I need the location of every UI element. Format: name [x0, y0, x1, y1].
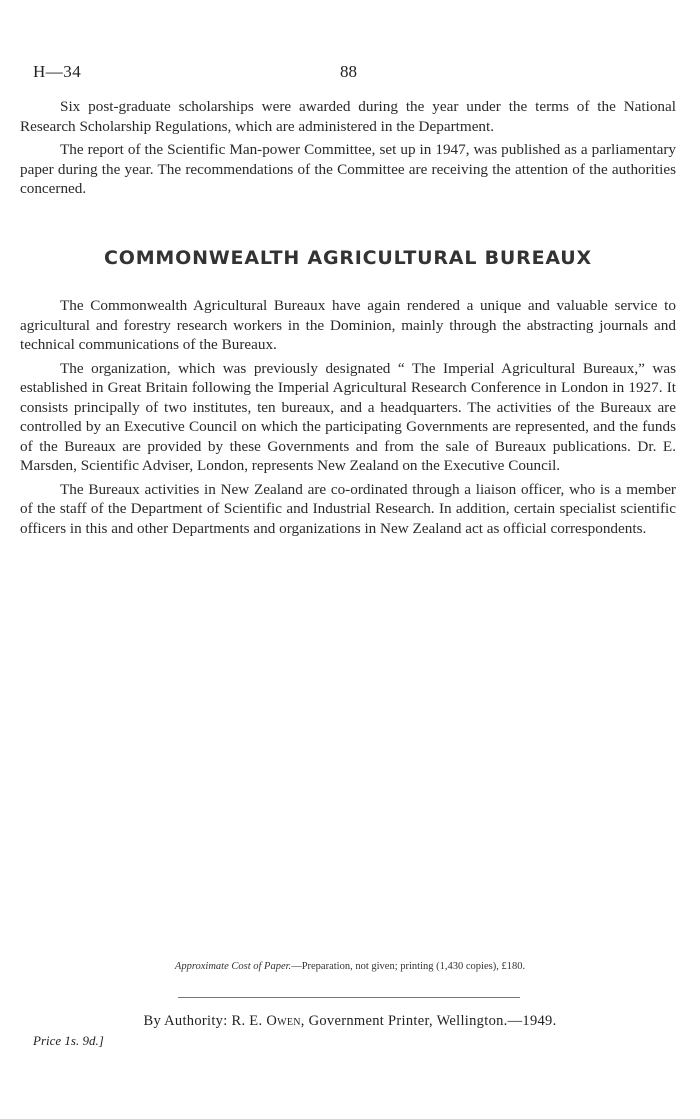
- cost-label: Approximate Cost of Paper.: [174, 961, 292, 972]
- cost-of-paper-note: [0, 961, 700, 972]
- intro-text-block: [20, 97, 676, 203]
- paragraph-bureaux-activities: The Bureaux activities in New Zealand are co-ordinated through a liaison officer, who is a member of the staff of the Department of Scientific and Industrial Research. In addition, certain specialist scientific officers in this and other Departments and organizations in New Zealand act as official correspondents.: [20, 480, 676, 537]
- page-number: 88: [340, 62, 357, 81]
- paragraph-scholarships: Six post-graduate scholarships were awarded during the year under the terms of the National Research Scholarship Regulations, which are administered in the Department.: [20, 98, 676, 135]
- printer-imprint: [0, 1013, 700, 1030]
- printer-name: R. E. Owen: [231, 1013, 301, 1029]
- footer-divider: [178, 997, 520, 998]
- section-heading: COMMONWEALTH AGRICULTURAL BUREAUX: [104, 247, 592, 269]
- printer-suffix: , Government Printer, Wellington.—1949.: [300, 1013, 557, 1029]
- page-reference: H—34: [33, 62, 82, 81]
- price-note: Price 1s. 9d.]: [33, 1033, 104, 1048]
- paragraph-bureaux-service: The Commonwealth Agricultural Bureaux have again rendered a unique and valuable service to agricultural and forestry research workers in the Dominion, mainly through the abstracting journals and technical communications of the Bureaux.: [20, 297, 676, 353]
- printer-prefix: By Authority:: [143, 1013, 232, 1029]
- paragraph-bureaux-organization: The organization, which was previously designated “ The Imperial Agricultural Bureaux,” was established in Great Britain following the Imperial Agricultural Research Conference in London in 1927. It consists principally of two institutes, ten bureaux, and a headquarters. The activities of the Bureaux are controlled by an Executive Council on which the participating Governments are represented, and the funds of the Bureaux are provided by these Governments and from the sale of Bureaux publications. Dr. E. Marsden, Scientific Adviser, London, represents New Zealand on the Executive Council.: [20, 359, 676, 474]
- bureaux-text-block: [20, 296, 676, 542]
- paragraph-manpower-report: The report of the Scientific Man-power Committee, set up in 1947, was published as a parliamentary paper during the year. The recommendations of the Committee are receiving the attention of the authorities concerned.: [20, 141, 676, 197]
- cost-text: —Preparation, not given; printing (1,430 copies), £180.: [291, 961, 526, 972]
